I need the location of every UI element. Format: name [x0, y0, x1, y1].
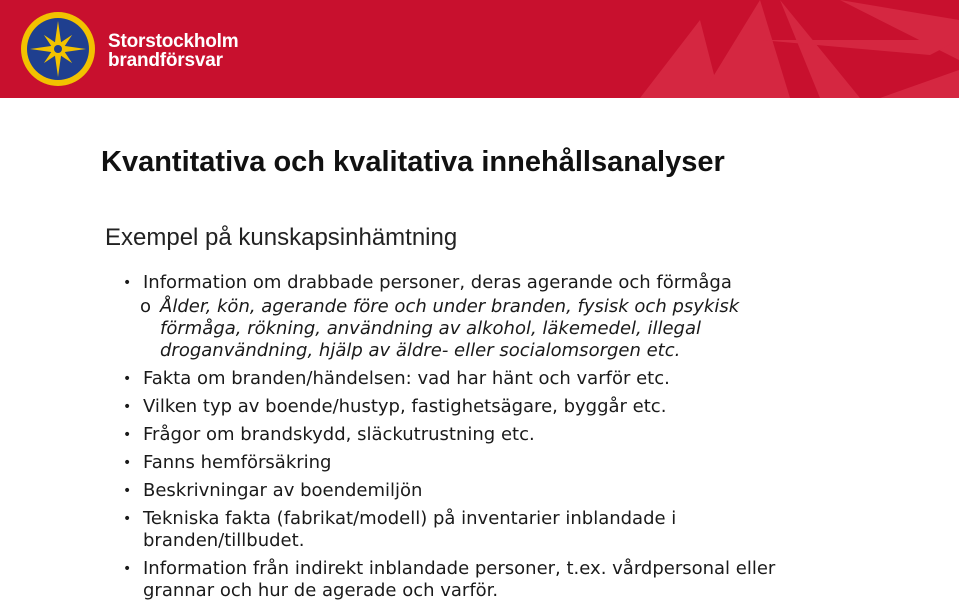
bullet-marker: • [123, 427, 132, 443]
bullet-text: Fanns hemförsäkring [143, 452, 332, 473]
sub-bullet-text: förmåga, rökning, användning av alkohol, läkemedel, illegal [160, 318, 702, 339]
bullet-text: branden/tillbudet. [143, 530, 305, 551]
bullet-text: Tekniska fakta (fabrikat/modell) på inventarier inblandade i [143, 508, 677, 529]
org-name [108, 32, 238, 70]
bullet-marker: • [123, 455, 132, 471]
org-name-line1: Storstockholm [108, 31, 239, 52]
bullet-marker: • [123, 561, 132, 577]
bullet-text: Information om drabbade personer, deras agerande och förmåga [143, 272, 732, 293]
slide-title: Kvantitativa och kvalitativa innehållsanalyser [101, 146, 725, 178]
bullet-text: Beskrivningar av boendemiljön [143, 480, 423, 501]
org-name-line2: brandförsvar [108, 50, 223, 71]
bullet-text: Fakta om branden/händelsen: vad har hänt och varför etc. [143, 368, 670, 389]
bullet-text: grannar och hur de agerade och varför. [143, 580, 499, 601]
bullet-marker: • [123, 371, 132, 387]
header-banner [0, 0, 959, 98]
sub-bullet-text: Ålder, kön, agerande före och under branden, fysisk och psykisk [160, 296, 740, 317]
bullet-text: Vilken typ av boende/hustyp, fastighetsägare, byggår etc. [143, 396, 667, 417]
bullet-text: Frågor om brandskydd, släckutrustning etc. [143, 424, 535, 445]
bullet-marker: • [123, 275, 132, 291]
bullet-marker: • [123, 483, 132, 499]
sub-bullet-text: droganvändning, hjälp av äldre- eller socialomsorgen etc. [160, 340, 681, 361]
slide-subtitle: Exempel på kunskapsinhämtning [105, 224, 458, 251]
sub-bullet-marker: o [140, 296, 152, 317]
bullet-marker: • [123, 399, 132, 415]
bullet-text: Information från indirekt inblandade personer, t.ex. vårdpersonal eller [143, 558, 776, 579]
logo-center [54, 45, 62, 53]
logo [18, 9, 98, 89]
star-compass-logo-icon [18, 9, 98, 89]
bullet-marker: • [123, 511, 132, 527]
